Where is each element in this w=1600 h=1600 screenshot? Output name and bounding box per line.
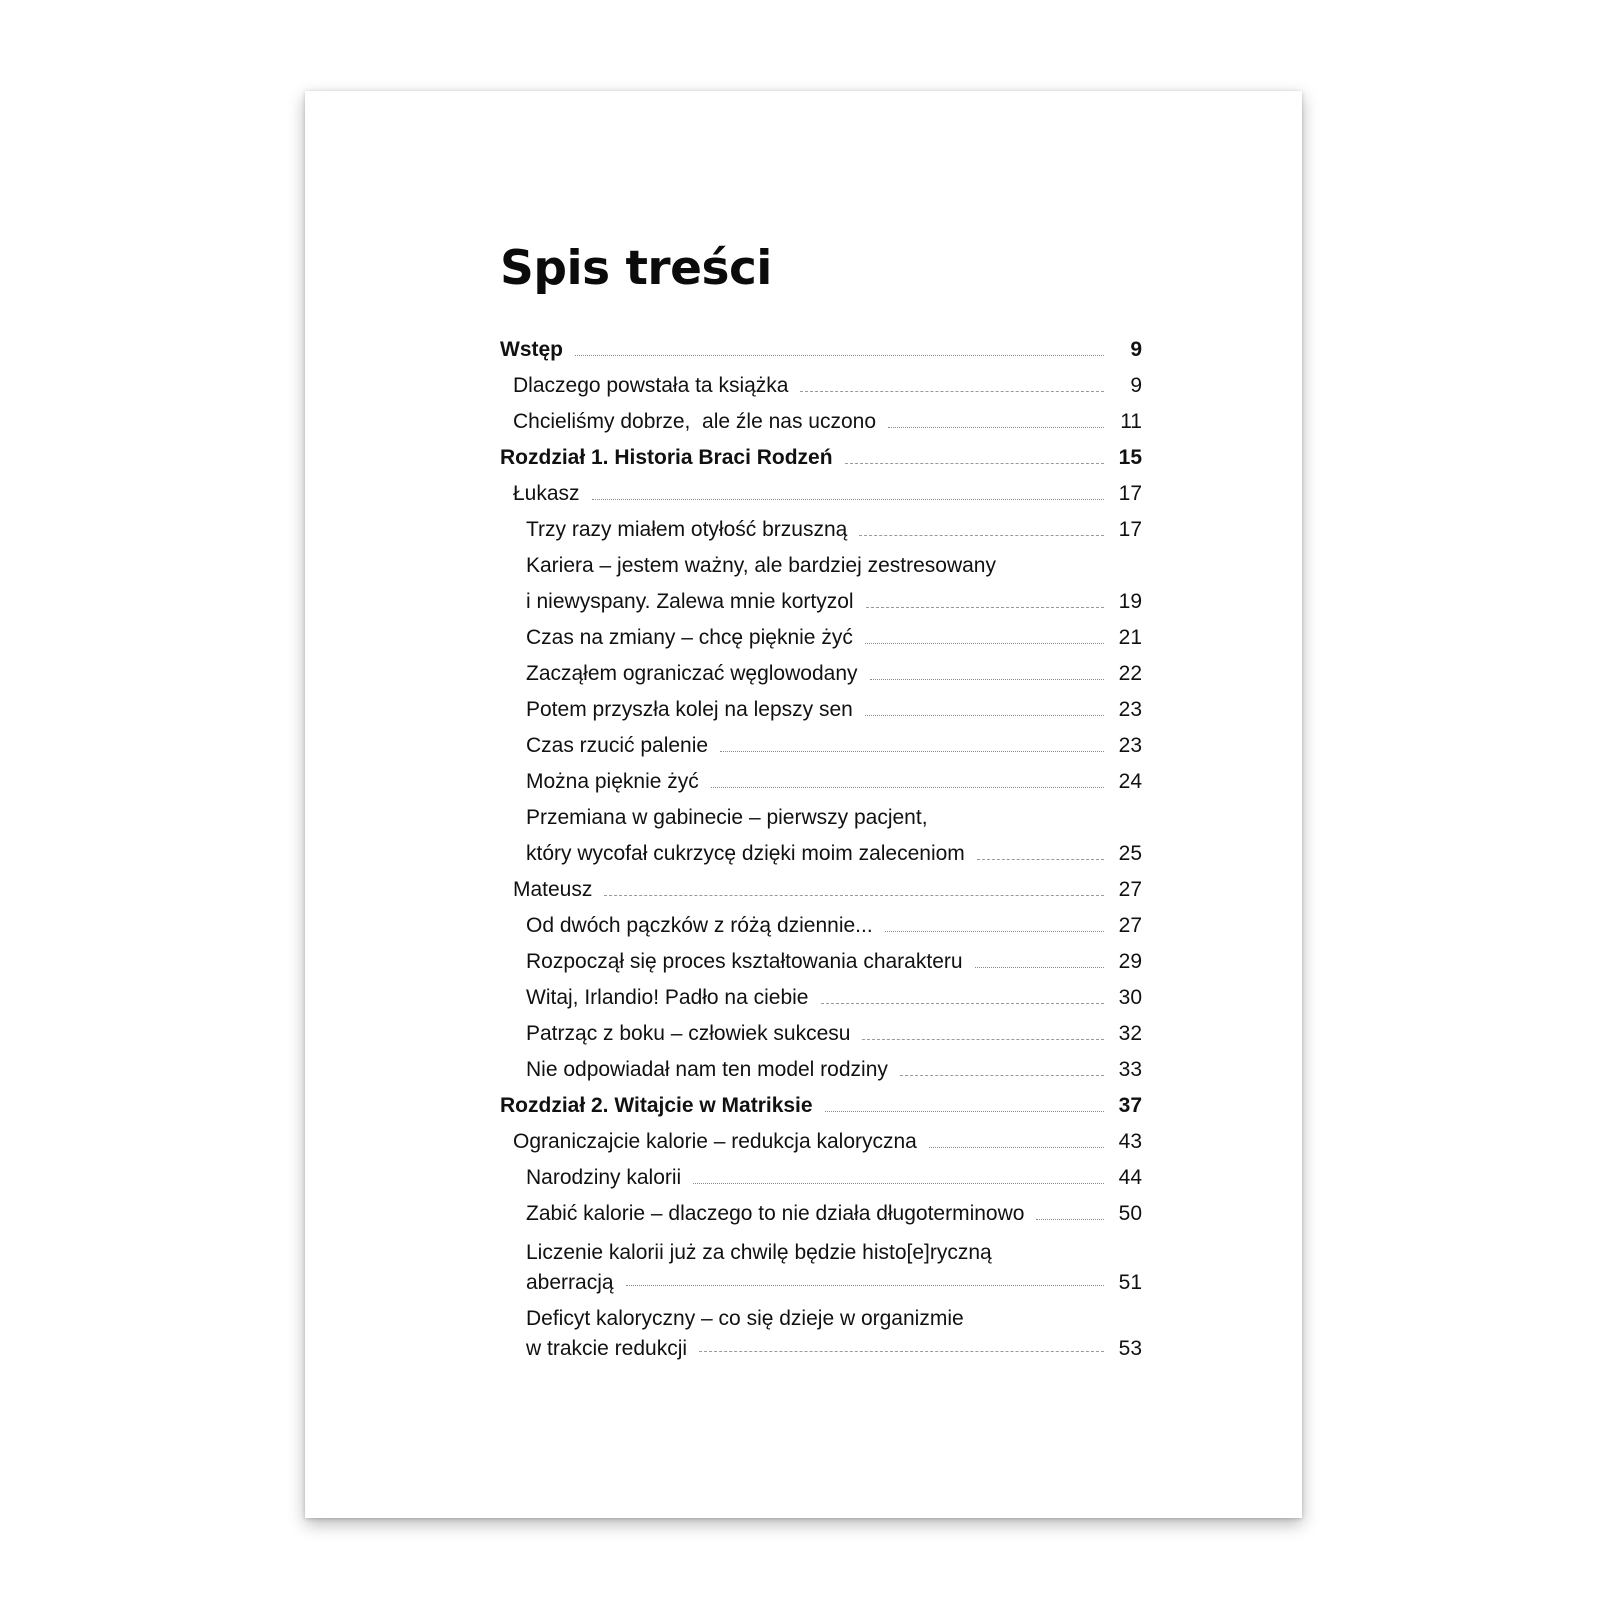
toc-entry [500,440,1142,476]
toc-entry-title: Czas rzucić palenie [526,734,709,757]
dash-leader [845,463,1104,464]
dot-leader [1036,1219,1104,1220]
dot-leader [865,715,1104,716]
dash-leader [604,895,1104,896]
toc-entry [500,584,1142,620]
toc-entry-title: aberracją [526,1271,614,1294]
toc-entry-title: który wycofał cukrzycę dzięki moim zaleceniom [526,842,965,865]
toc-page-number: 19 [1118,590,1142,613]
toc-page-number: 37 [1118,1094,1142,1117]
dot-leader [888,427,1104,428]
table-of-contents [500,332,1142,1364]
toc-entry [500,1052,1142,1088]
toc-page-number: 27 [1118,878,1142,901]
toc-entry-line [500,1304,1142,1334]
dot-leader [711,787,1104,788]
toc-entry-title: Zabić kalorie – dlaczego to nie działa długoterminowo [526,1202,1025,1225]
toc-entry [500,332,1142,368]
toc-entry-title: Witaj, Irlandio! Padło na ciebie [526,986,809,1009]
toc-entry [500,692,1142,728]
toc-page-number: 9 [1130,374,1142,397]
toc-entry [500,476,1142,512]
dot-leader [592,499,1104,500]
toc-entry-title: Rozpoczął się proces kształtowania charakteru [526,950,963,973]
toc-entry-line [500,1238,1142,1268]
toc-entry [500,368,1142,404]
dot-leader [720,751,1104,752]
toc-entry-title: Rozdział 2. Witajcie w Matriksie [500,1094,813,1117]
toc-entry-title: Czas na zmiany – chcę pięknie żyć [526,626,853,649]
toc-entry [500,836,1142,872]
toc-entry-title: Łukasz [513,482,580,505]
toc-page-number: 32 [1118,1022,1142,1045]
toc-entry-title: i niewyspany. Zalewa mnie kortyzol [526,590,854,613]
book-page [305,91,1302,1518]
toc-entry-title: Dlaczego powstała ta książka [513,374,789,397]
toc-page-number: 51 [1118,1271,1142,1294]
toc-entry-title: Kariera – jestem ważny, ale bardziej zestresowany [526,554,996,577]
toc-entry [500,872,1142,908]
toc-entry-title: w trakcie redukcji [526,1337,688,1360]
toc-page-number: 27 [1118,914,1142,937]
toc-entry-title: Narodziny kalorii [526,1166,682,1189]
toc-page-number: 23 [1118,698,1142,721]
toc-entry-title: Rozdział 1. Historia Braci Rodzeń [500,446,833,469]
toc-entry-title: Zacząłem ograniczać węglowodany [526,662,858,685]
toc-entry [500,908,1142,944]
toc-entry [500,1124,1142,1160]
toc-entry [500,656,1142,692]
toc-page-number: 23 [1118,734,1142,757]
dot-leader [975,967,1104,968]
dash-leader [859,535,1104,536]
toc-entry-title: Ograniczajcie kalorie – redukcja kaloryczna [513,1130,917,1153]
dash-leader [900,1075,1104,1076]
dot-leader [870,679,1105,680]
dash-leader [862,1039,1104,1040]
toc-entry-title: Chcieliśmy dobrze, ale źle nas uczono [513,410,877,433]
toc-entry-title: Liczenie kalorii już za chwilę będzie histo[e]ryczną [526,1241,992,1264]
toc-entry-title: Deficyt kaloryczny – co się dzieje w organizmie [526,1307,964,1330]
toc-page-number: 30 [1118,986,1142,1009]
toc-page-number: 21 [1118,626,1142,649]
toc-page-number: 17 [1118,518,1142,541]
toc-entry [500,1160,1142,1196]
toc-page-number: 50 [1118,1202,1142,1225]
toc-entry [500,1334,1142,1364]
dot-leader [693,1183,1104,1184]
toc-page-number: 53 [1118,1337,1142,1360]
toc-entry [500,728,1142,764]
toc-entry [500,1088,1142,1124]
toc-entry [500,404,1142,440]
dash-leader [866,607,1104,608]
toc-entry-title: Od dwóch pączków z różą dziennie... [526,914,873,937]
toc-entry-title: Nie odpowiadał nam ten model rodziny [526,1058,888,1081]
toc-entry-title: Wstęp [500,338,563,361]
toc-entry [500,620,1142,656]
toc-entry [500,980,1142,1016]
toc-page-number: 15 [1118,446,1142,469]
toc-page-number: 22 [1118,662,1142,685]
dot-leader [626,1285,1104,1286]
page-title: Spis treści [500,241,772,296]
toc-page-number: 11 [1120,410,1142,433]
toc-page-number: 24 [1118,770,1142,793]
toc-page-number: 33 [1118,1058,1142,1081]
dot-leader [929,1147,1104,1148]
toc-page-number: 25 [1118,842,1142,865]
dash-leader [800,391,1104,392]
toc-entry-title: Trzy razy miałem otyłość brzuszną [526,518,848,541]
toc-page-number: 29 [1118,950,1142,973]
toc-entry [500,764,1142,800]
dash-leader [821,1003,1105,1004]
toc-page-number: 44 [1118,1166,1142,1189]
toc-entry-title: Patrząc z boku – człowiek sukcesu [526,1022,851,1045]
toc-page-number: 9 [1130,338,1142,361]
toc-entry-line [500,548,1142,584]
dash-leader [977,859,1104,860]
dot-leader [885,931,1104,932]
toc-entry [500,1268,1142,1298]
dot-leader [575,355,1104,356]
toc-entry [500,1196,1142,1232]
toc-entry-title: Można pięknie żyć [526,770,699,793]
dot-leader [865,643,1104,644]
toc-entry [500,944,1142,980]
toc-entry [500,1016,1142,1052]
toc-entry-title: Mateusz [513,878,593,901]
toc-entry-title: Przemiana w gabinecie – pierwszy pacjent, [526,806,928,829]
toc-entry [500,512,1142,548]
dot-leader [825,1111,1104,1112]
toc-page-number: 17 [1118,482,1142,505]
dash-leader [699,1351,1104,1352]
toc-entry-line [500,800,1142,836]
toc-page-number: 43 [1118,1130,1142,1153]
toc-entry-title: Potem przyszła kolej na lepszy sen [526,698,853,721]
